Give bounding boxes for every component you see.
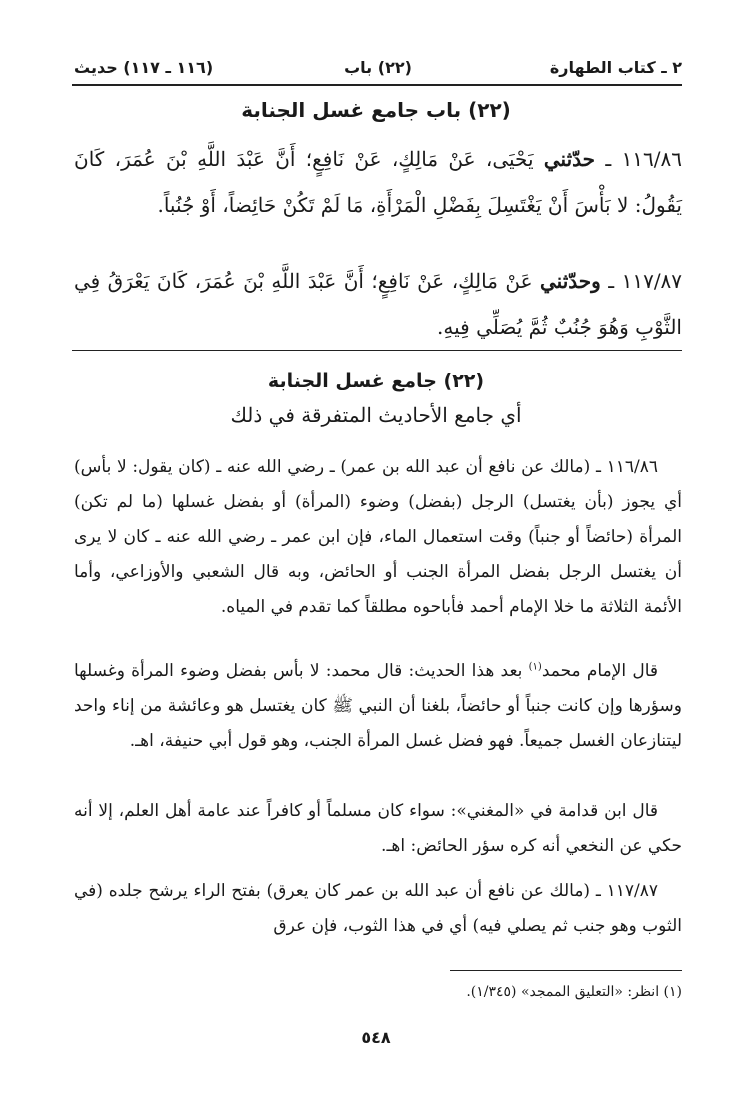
running-header <box>74 56 682 82</box>
paragraph-text: قال الإمام محمد <box>541 661 659 681</box>
footnote-ref: (١) <box>528 661 542 673</box>
page-number: ٥٤٨ <box>361 1028 391 1047</box>
commentary-subtitle: أي جامع الأحاديث المتفرقة في ذلك <box>230 403 522 427</box>
footnote: (١) انظر: «التعليق الممجد» (١/٣٤٥). <box>466 984 682 1000</box>
commentary-paragraph-2 <box>74 654 682 759</box>
hadith-text: يَحْيَى، عَنْ مَالِكٍ، عَنْ نَافِعٍ؛ أَنَّ عَبْدَ اللَّهِ بْنَ عُمَرَ، كَانَ يَقُولُ: لا بَأْسَ أَنْ يَغْتَسِلَ بِفَضْلِ الْمَرْأَةِ، مَا لَمْ تَكُنْ حَائِضاً، أَوْ جُنُباً. <box>74 147 682 217</box>
hadith-text: عَنْ مَالِكٍ، عَنْ نَافِعٍ؛ أَنَّ عَبْدَ اللَّهِ بْنَ عُمَرَ، كَانَ يَعْرَقُ فِي الثَّوْبِ وَهُوَ جُنُبٌ ثُمَّ يُصَلِّي فِيهِ. <box>74 269 682 339</box>
commentary-title: (٢٢) جامع غسل الجنابة <box>267 370 485 392</box>
footnote-divider <box>450 970 682 971</box>
hadith-lead: حدّثني <box>543 147 596 171</box>
commentary-paragraph-3: قال ابن قدامة في «المغني»: سواء كان مسلماً أو كافراً عند عامة أهل العلم، إلا أنه حكي عن النخعي أنه كره سؤر الحائض: اهـ. <box>74 801 682 856</box>
hadith-number: ١١٦/٨٦ ـ <box>605 147 683 171</box>
hadith-116 <box>74 136 682 228</box>
header-book-title: ٢ ـ كتاب الطهارة <box>549 58 682 77</box>
header-chapter: (٢٢) باب <box>344 58 412 77</box>
chapter-title: (٢٢) باب جامع غسل الجنابة <box>241 98 511 122</box>
header-divider <box>72 84 682 86</box>
header-hadith-range: (١١٦ ـ ١١٧) حديث <box>74 58 214 77</box>
section-divider <box>72 350 682 351</box>
hadith-117 <box>74 258 682 350</box>
hadith-number: ١١٧/٨٧ ـ <box>608 269 683 293</box>
paragraph-text: بعد هذا الحديث: قال محمد: لا بأس بفضل وضوء المرأة وغسلها وسؤرها وإن كانت جنباً أو حائضاً، بلغنا أن النبي ﷺ كان يغتسل هو وعائشة من إناء واحد ليتنازعان الغسل جميعاً. فهو فضل غسل المرأة الجنب، وهو قول أبي حنيفة، اهـ. <box>74 661 682 751</box>
commentary-paragraph-1: ١١٦/٨٦ ـ (مالك عن نافع أن عبد الله بن عمر) ـ رضي الله عنه ـ (كان يقول: لا بأس) أي يجوز (بأن يغتسل) الرجل (بفضل) وضوء (المرأة) أو بفضل غسلها (ما لم تكن) المرأة (حائضاً أو جنباً) وقت استعمال الماء، فإن ابن عمر ـ رضي الله عنه ـ كان لا يرى أن يغتسل الرجل بفضل المرأة الجنب أو الحائض، وبه قال الشعبي والأوزاعي، وأما الأئمة الثلاثة ما خلا الإمام أحمد فأباحوه مطلقاً كما تقدم في المياه. <box>74 457 682 617</box>
commentary-paragraph-4: ١١٧/٨٧ ـ (مالك عن نافع أن عبد الله بن عمر كان يعرق) بفتح الراء يرشح جلده (في الثوب وهو جنب ثم يصلي فيه) أي في هذا الثوب، فإن عرق <box>74 881 682 936</box>
hadith-lead: وحدّثني <box>540 269 601 293</box>
